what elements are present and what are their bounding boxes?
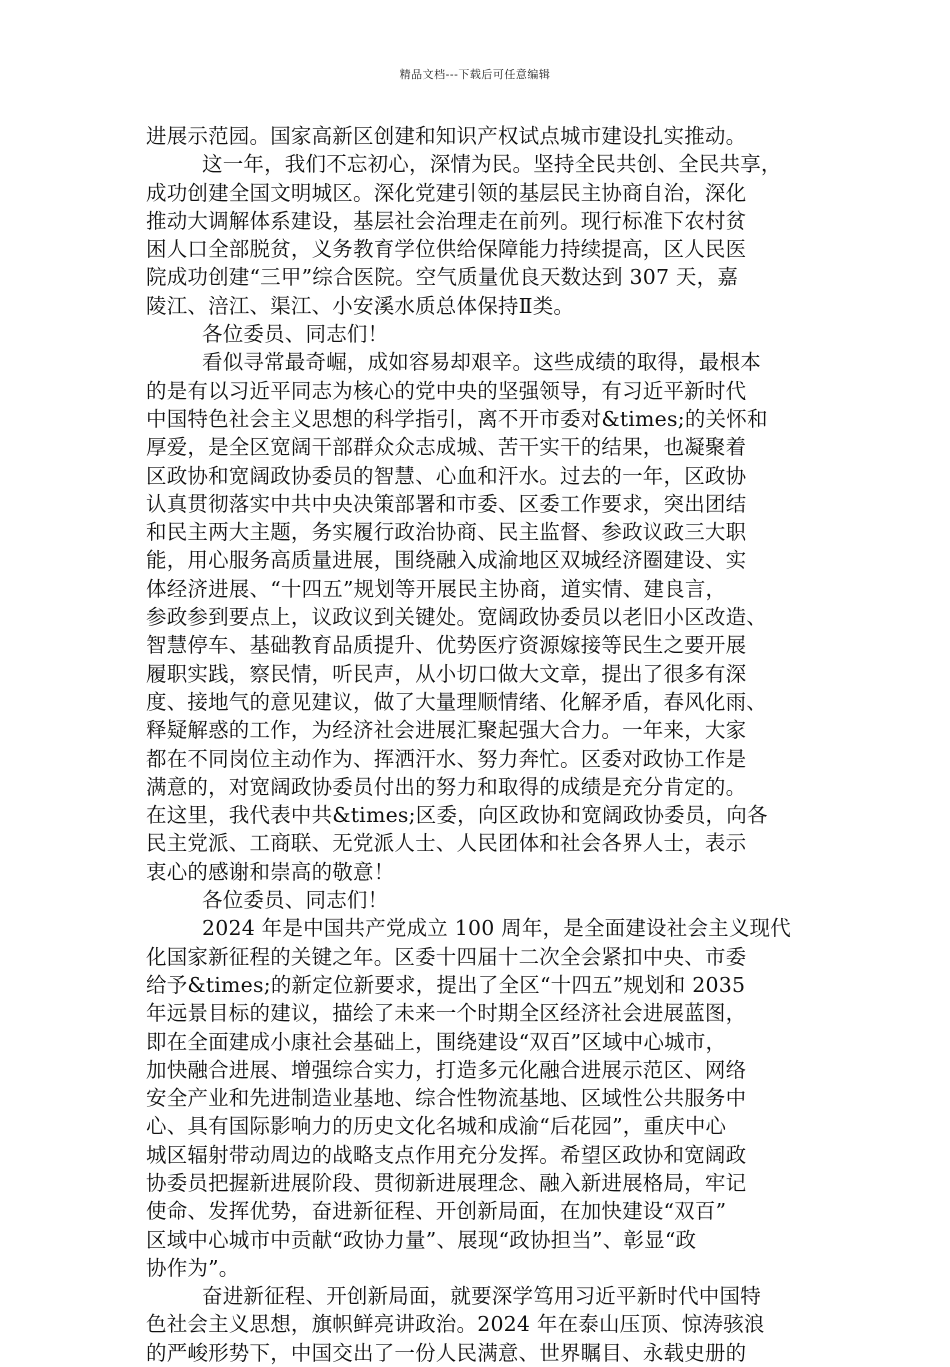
text-line: 智慧停车、基础教育品质提升、优势医疗资源嫁接等民生之要开展 [146, 633, 747, 658]
text-line: 衷心的感谢和崇高的敬意！ [146, 859, 395, 884]
text-line: 进展示范园。国家高新区创建和知识产权试点城市建设扎实推动。 [146, 124, 747, 148]
text-line: 加快融合进展、增强综合实力，打造多元化融合进展示范区、网络 [146, 1057, 747, 1082]
text-line: 民主党派、工商联、无党派人士、人民团体和社会各界人士，表示 [146, 831, 747, 856]
document-body [146, 122, 806, 1367]
text-line: 厚爱，是全区宽阔干部群众众志成城、苦干实干的结果，也凝聚着 [146, 435, 747, 460]
text-line: 在这里，我代表中共&times;区委，向区政协和宽阔政协委员，向各 [146, 803, 768, 828]
text-line: 看似寻常最奇崛，成如容易却艰辛。这些成绩的取得，最根本 [202, 350, 761, 375]
text-line: 色社会主义思想，旗帜鲜亮讲政治。2024 年在泰山压顶、惊涛骇浪 [146, 1312, 765, 1337]
text-line: 使命、发挥优势，奋进新征程、开创新局面，在加快建设“双百” [146, 1199, 727, 1224]
text-line: 陵江、涪江、渠江、小安溪水质总体保持Ⅱ类。 [146, 293, 575, 318]
text-line: 心、具有国际影响力的历史文化名城和成渝“后花园”，重庆中心 [146, 1114, 727, 1139]
text-line: 的是有以习近平同志为核心的党中央的坚强领导，有习近平新时代 [146, 378, 747, 403]
text-line: 释疑解惑的工作，为经济社会进展汇聚起强大合力。一年来，大家 [146, 718, 747, 743]
text-line: 都在不同岗位主动作为、挥洒汗水、努力奔忙。区委对政协工作是 [146, 746, 747, 771]
text-line: 认真贯彻落实中共中央决策部署和市委、区委工作要求，突出团结 [146, 491, 747, 516]
text-line: 这一年，我们不忘初心，深情为民。坚持全民共创、全民共享， [202, 152, 782, 177]
text-line: 能，用心服务高质量进展，围绕融入成渝地区双城经济圈建设、实 [146, 548, 747, 573]
text-line: 和民主两大主题，务实履行政治协商、民主监督、参政议政三大职 [146, 520, 747, 545]
text-line: 城区辐射带动周边的战略支点作用充分发挥。希望区政协和宽阔政 [146, 1142, 747, 1167]
text-line: 化国家新征程的关键之年。区委十四届十二次全会紧扣中央、市委 [146, 944, 747, 969]
text-line: 中国特色社会主义思想的科学指引，离不开市委对&times;的关怀和 [146, 406, 768, 431]
text-line: 各位委员、同志们！ [202, 322, 389, 347]
text-line: 即在全面建成小康社会基础上，围绕建设“双百”区域中心城市， [146, 1029, 727, 1054]
text-line: 2024 年是中国共产党成立 100 周年，是全面建设社会主义现代 [202, 916, 791, 941]
text-line: 推动大调解体系建设，基层社会治理走在前列。现行标准下农村贫 [146, 208, 747, 233]
text-line: 成功创建全国文明城区。深化党建引领的基层民主协商自治，深化 [146, 180, 747, 205]
text-line: 参政参到要点上，议政议到关键处。宽阔政协委员以老旧小区改造、 [146, 605, 767, 630]
text-line: 协作为”。 [146, 1255, 240, 1280]
text-line: 院成功创建“三甲”综合医院。空气质量优良天数达到 307 天，嘉 [146, 265, 739, 290]
text-line: 困人口全部脱贫，义务教育学位供给保障能力持续提高，区人民医 [146, 237, 747, 262]
text-line: 年远景目标的建议，描绘了未来一个时期全区经济社会进展蓝图， [146, 1001, 747, 1026]
text-line: 奋进新征程、开创新局面，就要深学笃用习近平新时代中国特 [202, 1284, 761, 1309]
text-line: 度、接地气的意见建议，做了大量理顺情绪、化解矛盾，春风化雨、 [146, 689, 767, 714]
text-line: 各位委员、同志们！ [202, 888, 389, 913]
text-line: 给予&times;的新定位新要求，提出了全区“十四五”规划和 2035 [146, 972, 746, 997]
text-line: 协委员把握新进展阶段、贯彻新进展理念、融入新进展格局，牢记 [146, 1170, 747, 1195]
page-header: 精品文档---下载后可任意编辑 [399, 68, 551, 81]
text-line: 区政协和宽阔政协委员的智慧、心血和汗水。过去的一年，区政协 [146, 463, 747, 488]
text-line: 安全产业和先进制造业基地、综合性物流基地、区域性公共服务中 [146, 1086, 747, 1111]
text-line: 履职实践，察民情，听民声，从小切口做大文章，提出了很多有深 [146, 661, 747, 686]
text-line: 区域中心城市中贡献“政协力量”、展现“政协担当”、彰显“政 [146, 1227, 697, 1252]
text-line: 体经济进展、“十四五”规划等开展民主协商，道实情、建良言， [146, 576, 727, 601]
text-line: 满意的，对宽阔政协委员付出的努力和取得的成绩是充分肯定的。 [146, 774, 747, 799]
text-line: 的严峻形势下，中国交出了一份人民满意、世界瞩目、永载史册的 [146, 1340, 747, 1365]
